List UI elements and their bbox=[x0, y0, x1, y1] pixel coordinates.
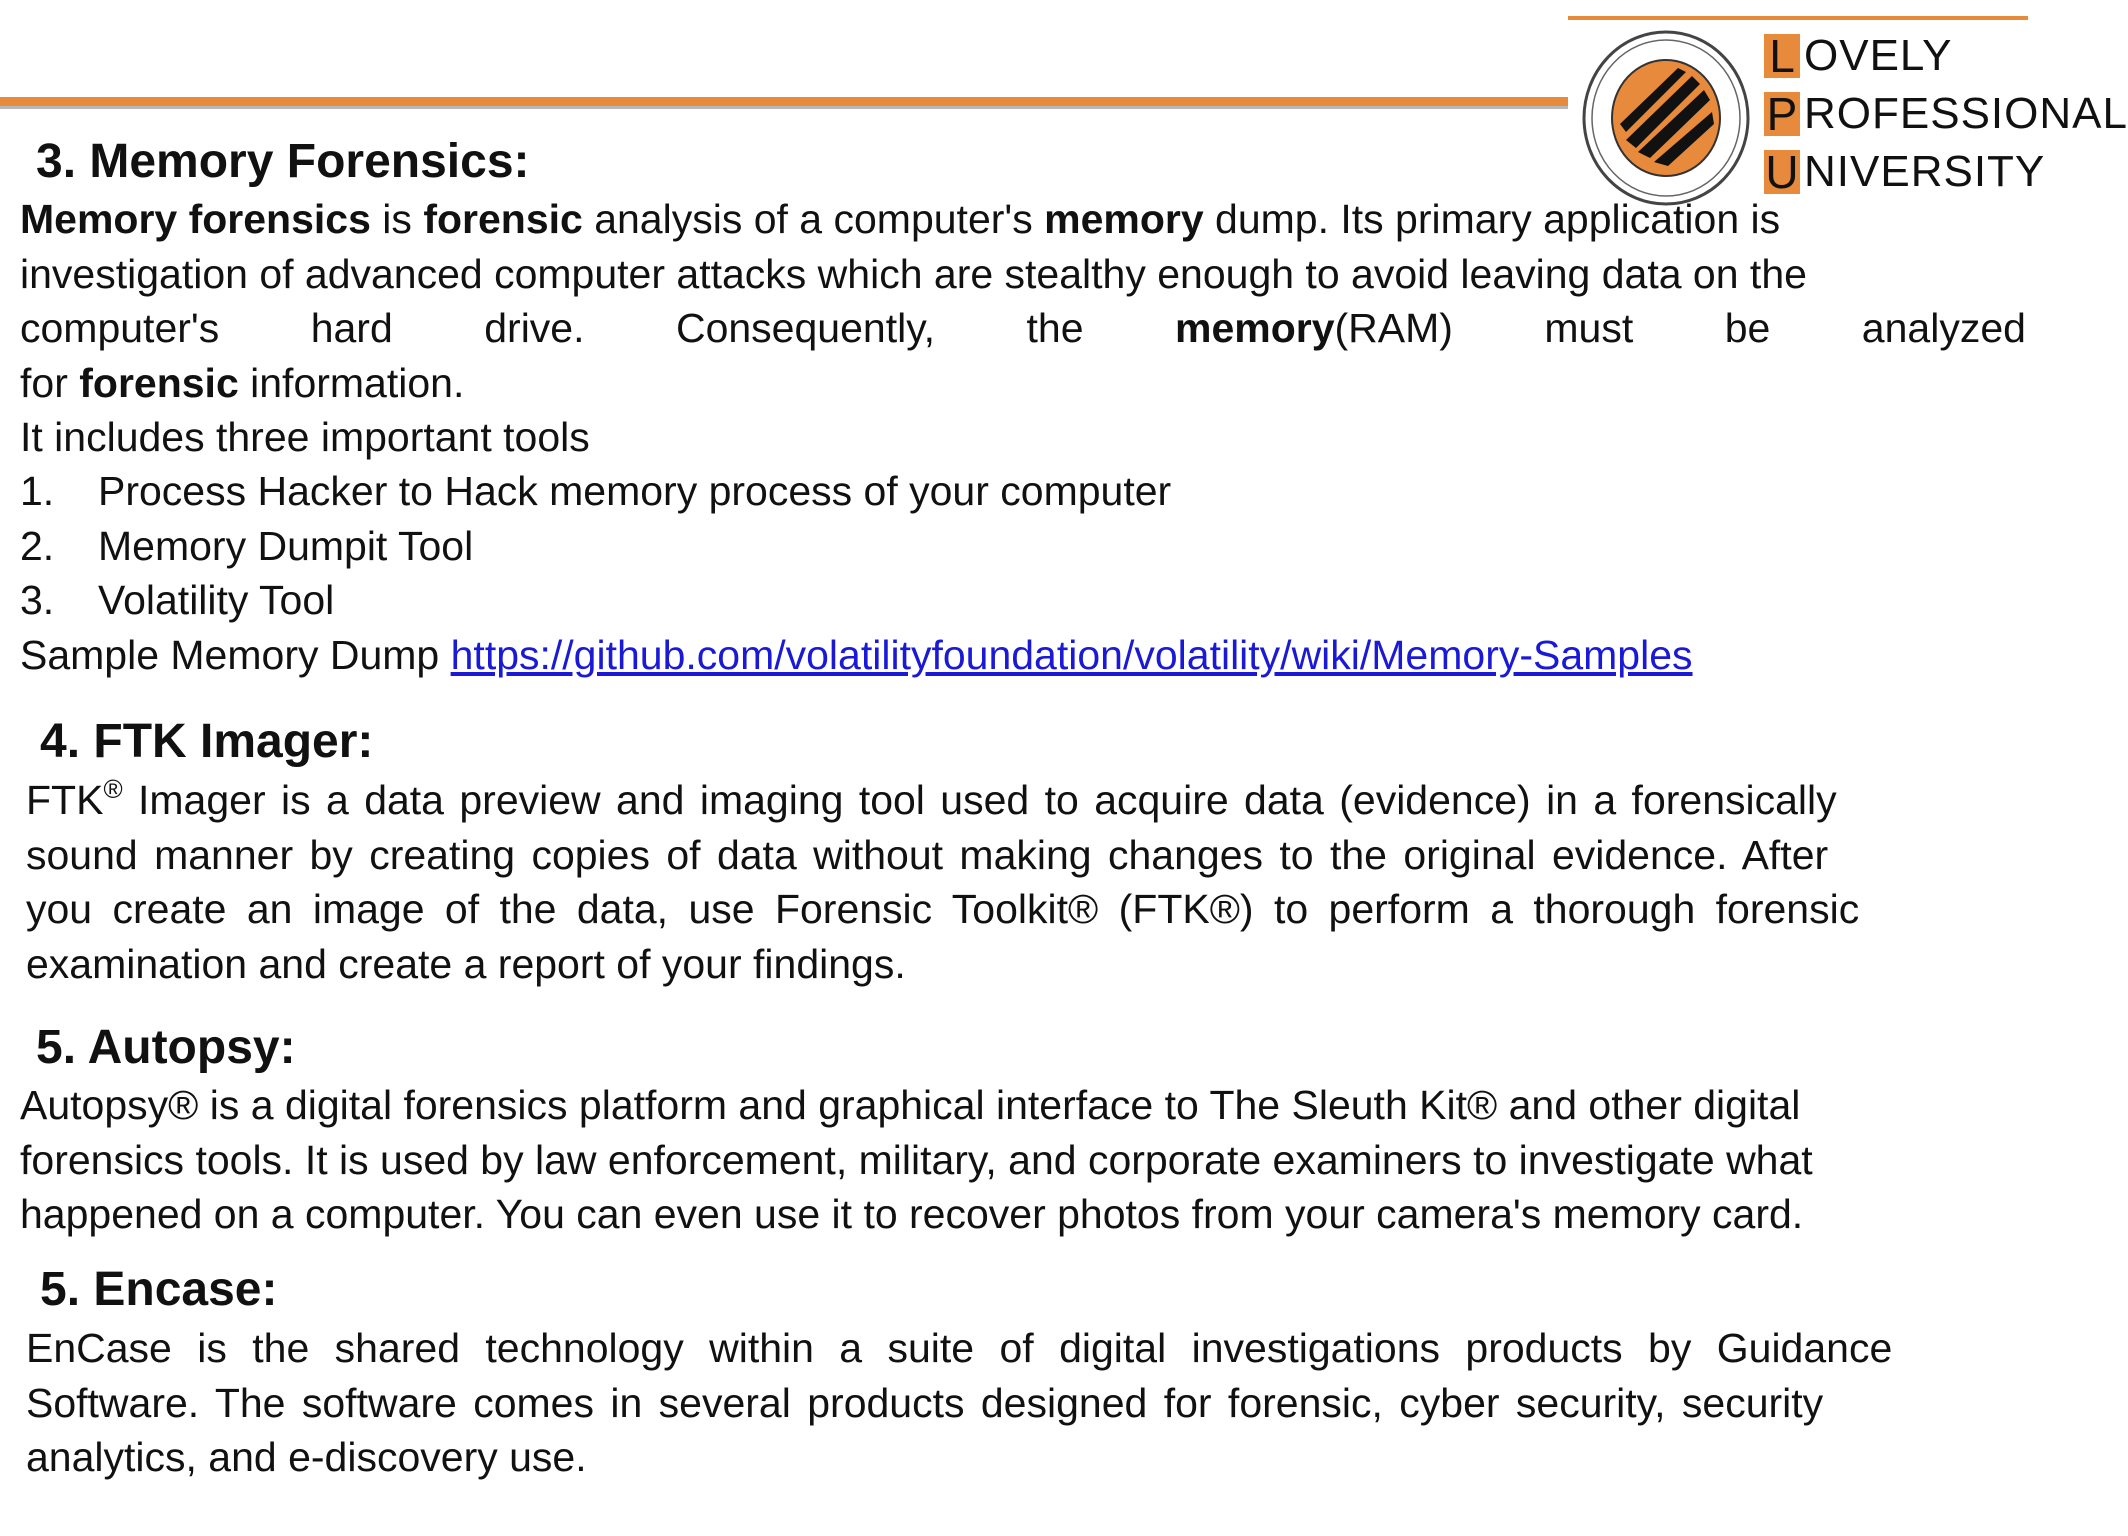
text-run: FTK bbox=[26, 777, 104, 823]
logo-line bbox=[1764, 86, 2128, 142]
text-line bbox=[20, 301, 2026, 356]
memory-forensics-paragraph bbox=[20, 192, 2026, 465]
word: the bbox=[1026, 305, 1084, 351]
section-heading-ftk-imager: 4. FTK Imager: bbox=[40, 715, 374, 768]
line-segment bbox=[20, 192, 1780, 247]
tools-intro: It includes three important tools bbox=[20, 414, 590, 460]
bold-term: Memory forensics bbox=[20, 196, 371, 242]
bold-term: forensic bbox=[79, 359, 239, 406]
text-line: happened on a computer. You can even use it to recover photos from your camera's memory card. bbox=[20, 1191, 1804, 1237]
bold-term: memory bbox=[1174, 305, 1335, 351]
section-heading-encase: 5. Encase: bbox=[40, 1263, 278, 1316]
list-number: 3. bbox=[20, 577, 55, 623]
word: Consequently, bbox=[675, 305, 936, 351]
word: computer's bbox=[20, 305, 220, 351]
word: hard bbox=[310, 305, 393, 351]
logo-line bbox=[1764, 28, 2128, 84]
text-run: is bbox=[370, 196, 424, 242]
logo-initial: L bbox=[1764, 34, 1800, 78]
logo-word: ROFESSIONAL bbox=[1804, 89, 2128, 138]
text-line bbox=[26, 773, 2032, 828]
word-group bbox=[1175, 301, 1453, 356]
text-line: Software. The software comes in several products designed for forensic, cyber security, security bbox=[26, 1379, 1824, 1426]
text-line: forensics tools. It is used by law enforcement, military, and corporate examiners to investigate what bbox=[20, 1136, 1813, 1183]
bold-term: forensic bbox=[423, 196, 583, 242]
text-run: analysis of a computer's bbox=[582, 196, 1045, 242]
autopsy-paragraph bbox=[20, 1078, 2026, 1242]
text-run: dump. Its primary application is bbox=[1203, 196, 1781, 242]
logo-word: OVELY bbox=[1804, 31, 1953, 80]
word: drive. bbox=[484, 305, 585, 351]
sample-label: Sample Memory Dump bbox=[20, 632, 451, 678]
logo-initial: U bbox=[1765, 146, 1799, 198]
text-line: Autopsy® is a digital forensics platform and graphical interface to The Sleuth Kit® and other digital bbox=[20, 1082, 1801, 1128]
logo-wordmark bbox=[1764, 28, 2128, 202]
word: analyzed bbox=[1861, 305, 2026, 351]
text-line bbox=[20, 356, 2026, 411]
logo-top-rule bbox=[1568, 16, 2028, 20]
sample-dump-line bbox=[20, 628, 2026, 683]
section-heading-autopsy: 5. Autopsy: bbox=[36, 1021, 296, 1074]
text-line: examination and create a report of your findings. bbox=[26, 940, 906, 987]
text-run: information. bbox=[238, 359, 465, 406]
bold-term: memory bbox=[1044, 196, 1204, 242]
text-line bbox=[20, 192, 2026, 247]
tools-list bbox=[20, 464, 1171, 628]
list-item bbox=[20, 464, 1171, 519]
logo-initial: P bbox=[1764, 92, 1800, 136]
memory-samples-link[interactable]: https://github.com/volatilityfoundation/volatility/wiki/Memory-Samples bbox=[450, 632, 1693, 678]
text-run: Imager is a data preview and imaging tool used to acquire data (evidence) in a forensically bbox=[122, 777, 1837, 823]
ftk-imager-paragraph bbox=[26, 773, 2032, 991]
list-number: 1. bbox=[20, 468, 55, 514]
list-text: Memory Dumpit Tool bbox=[98, 522, 474, 569]
list-number: 2. bbox=[20, 522, 55, 569]
text-line: analytics, and e-discovery use. bbox=[26, 1434, 587, 1480]
encase-paragraph bbox=[26, 1321, 2032, 1485]
line-segment bbox=[26, 773, 1837, 828]
university-seal-icon bbox=[1580, 28, 1752, 208]
word: must bbox=[1544, 305, 1634, 351]
list-item bbox=[20, 573, 1171, 628]
text-line: investigation of advanced computer attacks which are stealthy enough to avoid leaving data on the bbox=[20, 250, 1807, 297]
registered-mark: ® bbox=[103, 774, 123, 804]
lpu-logo bbox=[1568, 16, 2128, 212]
word: be bbox=[1724, 305, 1771, 351]
list-text: Volatility Tool bbox=[98, 577, 335, 623]
list-text: Process Hacker to Hack memory process of your computer bbox=[98, 468, 1172, 514]
text-line bbox=[20, 628, 2026, 683]
text-line: EnCase is the shared technology within a suite of digital investigations products by Guidance bbox=[26, 1325, 1893, 1371]
text-line: you create an image of the data, use Forensic Toolkit® (FTK®) to perform a thorough forensic bbox=[26, 886, 1860, 932]
word: (RAM) bbox=[1334, 305, 1453, 351]
section-heading-memory-forensics: 3. Memory Forensics: bbox=[36, 135, 530, 188]
text-line: sound manner by creating copies of data without making changes to the original evidence. After bbox=[26, 831, 1829, 878]
list-item bbox=[20, 519, 1171, 574]
logo-word: NIVERSITY bbox=[1804, 147, 2046, 196]
text-run: for bbox=[20, 359, 80, 406]
